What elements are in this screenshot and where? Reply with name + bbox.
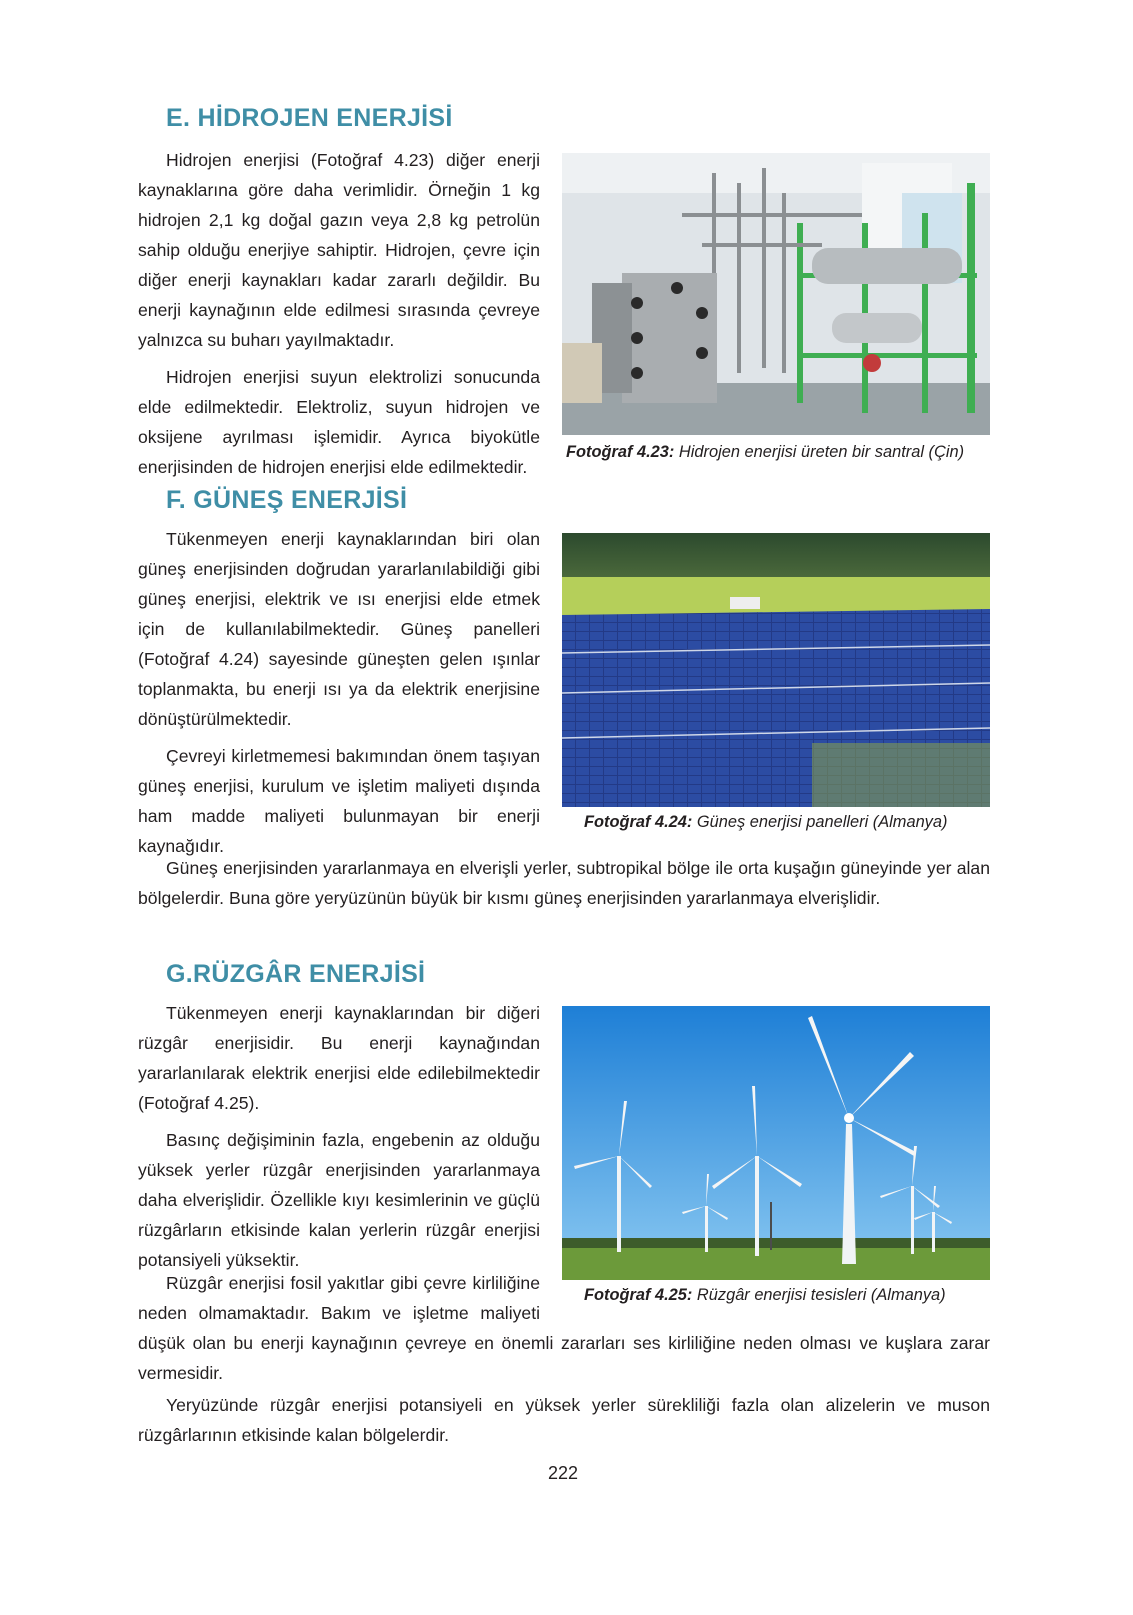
solar-panels-photo <box>562 533 990 807</box>
wind-paragraph-3-block <box>138 1268 990 1388</box>
caption-label: Fotoğraf 4.24: <box>584 813 693 831</box>
wind-paragraph-4: Yeryüzünde rüzgâr enerjisi potansiyeli en yüksek yerler sürekliliği fazla olan alizelerin ve muson rüzgârlarının etkisinde kalan bölgelerdir. <box>138 1395 990 1445</box>
wind-paragraph-3: Rüzgâr enerjisi fosil yakıtlar gibi çevre kirliliğine neden olmamaktadır. Bakım ve işletme maliyeti düşük olan bu enerji kaynağının çevreye en önemli zararları ses kirliliğine neden olması ve kuşlara zarar vermesidir. <box>138 1273 990 1383</box>
hydrogen-photo-caption <box>566 443 964 462</box>
hydrogen-paragraph-2: Hidrojen enerjisi suyun elektrolizi sonucunda elde edilmektedir. Elektroliz, suyun hidrojen ve oksijene ayrılması işlemidir. Ayrıca biyokütle enerjisinden de hidrojen enerjisi elde edilmektedir. <box>138 367 540 477</box>
page-number: 222 <box>548 1463 579 1483</box>
solar-paragraph-2: Çevreyi kirletmemesi bakımından önem taşıyan güneş enerjisi, kurulum ve işletim maliyeti dışında ham madde maliyeti bulunmayan bir enerji kaynağıdır. <box>138 746 540 856</box>
section-heading-solar: F. GÜNEŞ ENERJİSİ <box>166 486 408 514</box>
caption-text: Hidrojen enerjisi üreten bir santral (Çin) <box>674 443 965 461</box>
wind-paragraph-2: Basınç değişiminin fazla, engebenin az olduğu yüksek yerler rüzgâr enerjisinden yararlanmaya daha elverişlidir. Özellikle kıyı kesimlerinin ve güçlü rüzgârların etkisinde kalan yerlerin rüzgâr enerjisi potansiyeli yüksektir. <box>138 1130 540 1270</box>
section-heading-hydrogen: E. HİDROJEN ENERJİSİ <box>166 104 453 132</box>
caption-text: Güneş enerjisi panelleri (Almanya) <box>692 813 948 831</box>
caption-label: Fotoğraf 4.25: <box>584 1286 693 1304</box>
solar-paragraph-3: Güneş enerjisinden yararlanmaya en elverişli yerler, subtropikal bölge ile orta kuşağın güneyinde yer alan bölgelerdir. Buna göre yeryüzünün büyük bir kısmı güneş enerjisinden yararlanmaya elverişlidir. <box>138 858 990 908</box>
solar-photo-caption <box>584 813 947 832</box>
caption-text: Rüzgâr enerjisi tesisleri (Almanya) <box>692 1286 946 1304</box>
hydrogen-plant-photo <box>562 153 990 435</box>
caption-label: Fotoğraf 4.23: <box>566 443 675 461</box>
wind-paragraph-1: Tükenmeyen enerji kaynaklarından bir diğeri rüzgâr enerjisidir. Bu enerji kaynağından yararlanılarak elektrik enerjisi elde edilebilmektedir (Fotoğraf 4.25). <box>138 1003 540 1113</box>
section-heading-wind: G.RÜZGÂR ENERJİSİ <box>166 960 426 988</box>
hydrogen-text-block <box>138 145 540 482</box>
wind-text-block <box>138 998 540 1275</box>
solar-paragraph-1: Tükenmeyen enerji kaynaklarından biri olan güneş enerjisinden doğrudan yararlanılabildiği gibi güneş enerjisi, elektrik ve ısı enerjisi elde etmek için de kullanılabilmektedir. Güneş panelleri (Fotoğraf 4.24) sayesinde güneşten gelen ışınlar toplanmakta, bu enerji ısı ya da elektrik enerjisine dönüştürülmektedir. <box>138 529 540 729</box>
solar-full-width-block <box>138 853 990 913</box>
wind-paragraph-4-block <box>138 1390 990 1450</box>
solar-text-block <box>138 524 540 861</box>
hydrogen-paragraph-1: Hidrojen enerjisi (Fotoğraf 4.23) diğer enerji kaynaklarına göre daha verimlidir. Örneğin 1 kg hidrojen 2,1 kg doğal gazın veya 2,8 kg petrolün sahip olduğu enerjiye sahiptir. Hidrojen, çevre için diğer enerji kaynakları kadar zararlı değildir. Bu enerji kaynağının elde edilmesi sırasında çevreye yalnızca su buharı yayılmaktadır. <box>138 150 540 350</box>
wind-turbines-photo <box>562 1006 990 1280</box>
